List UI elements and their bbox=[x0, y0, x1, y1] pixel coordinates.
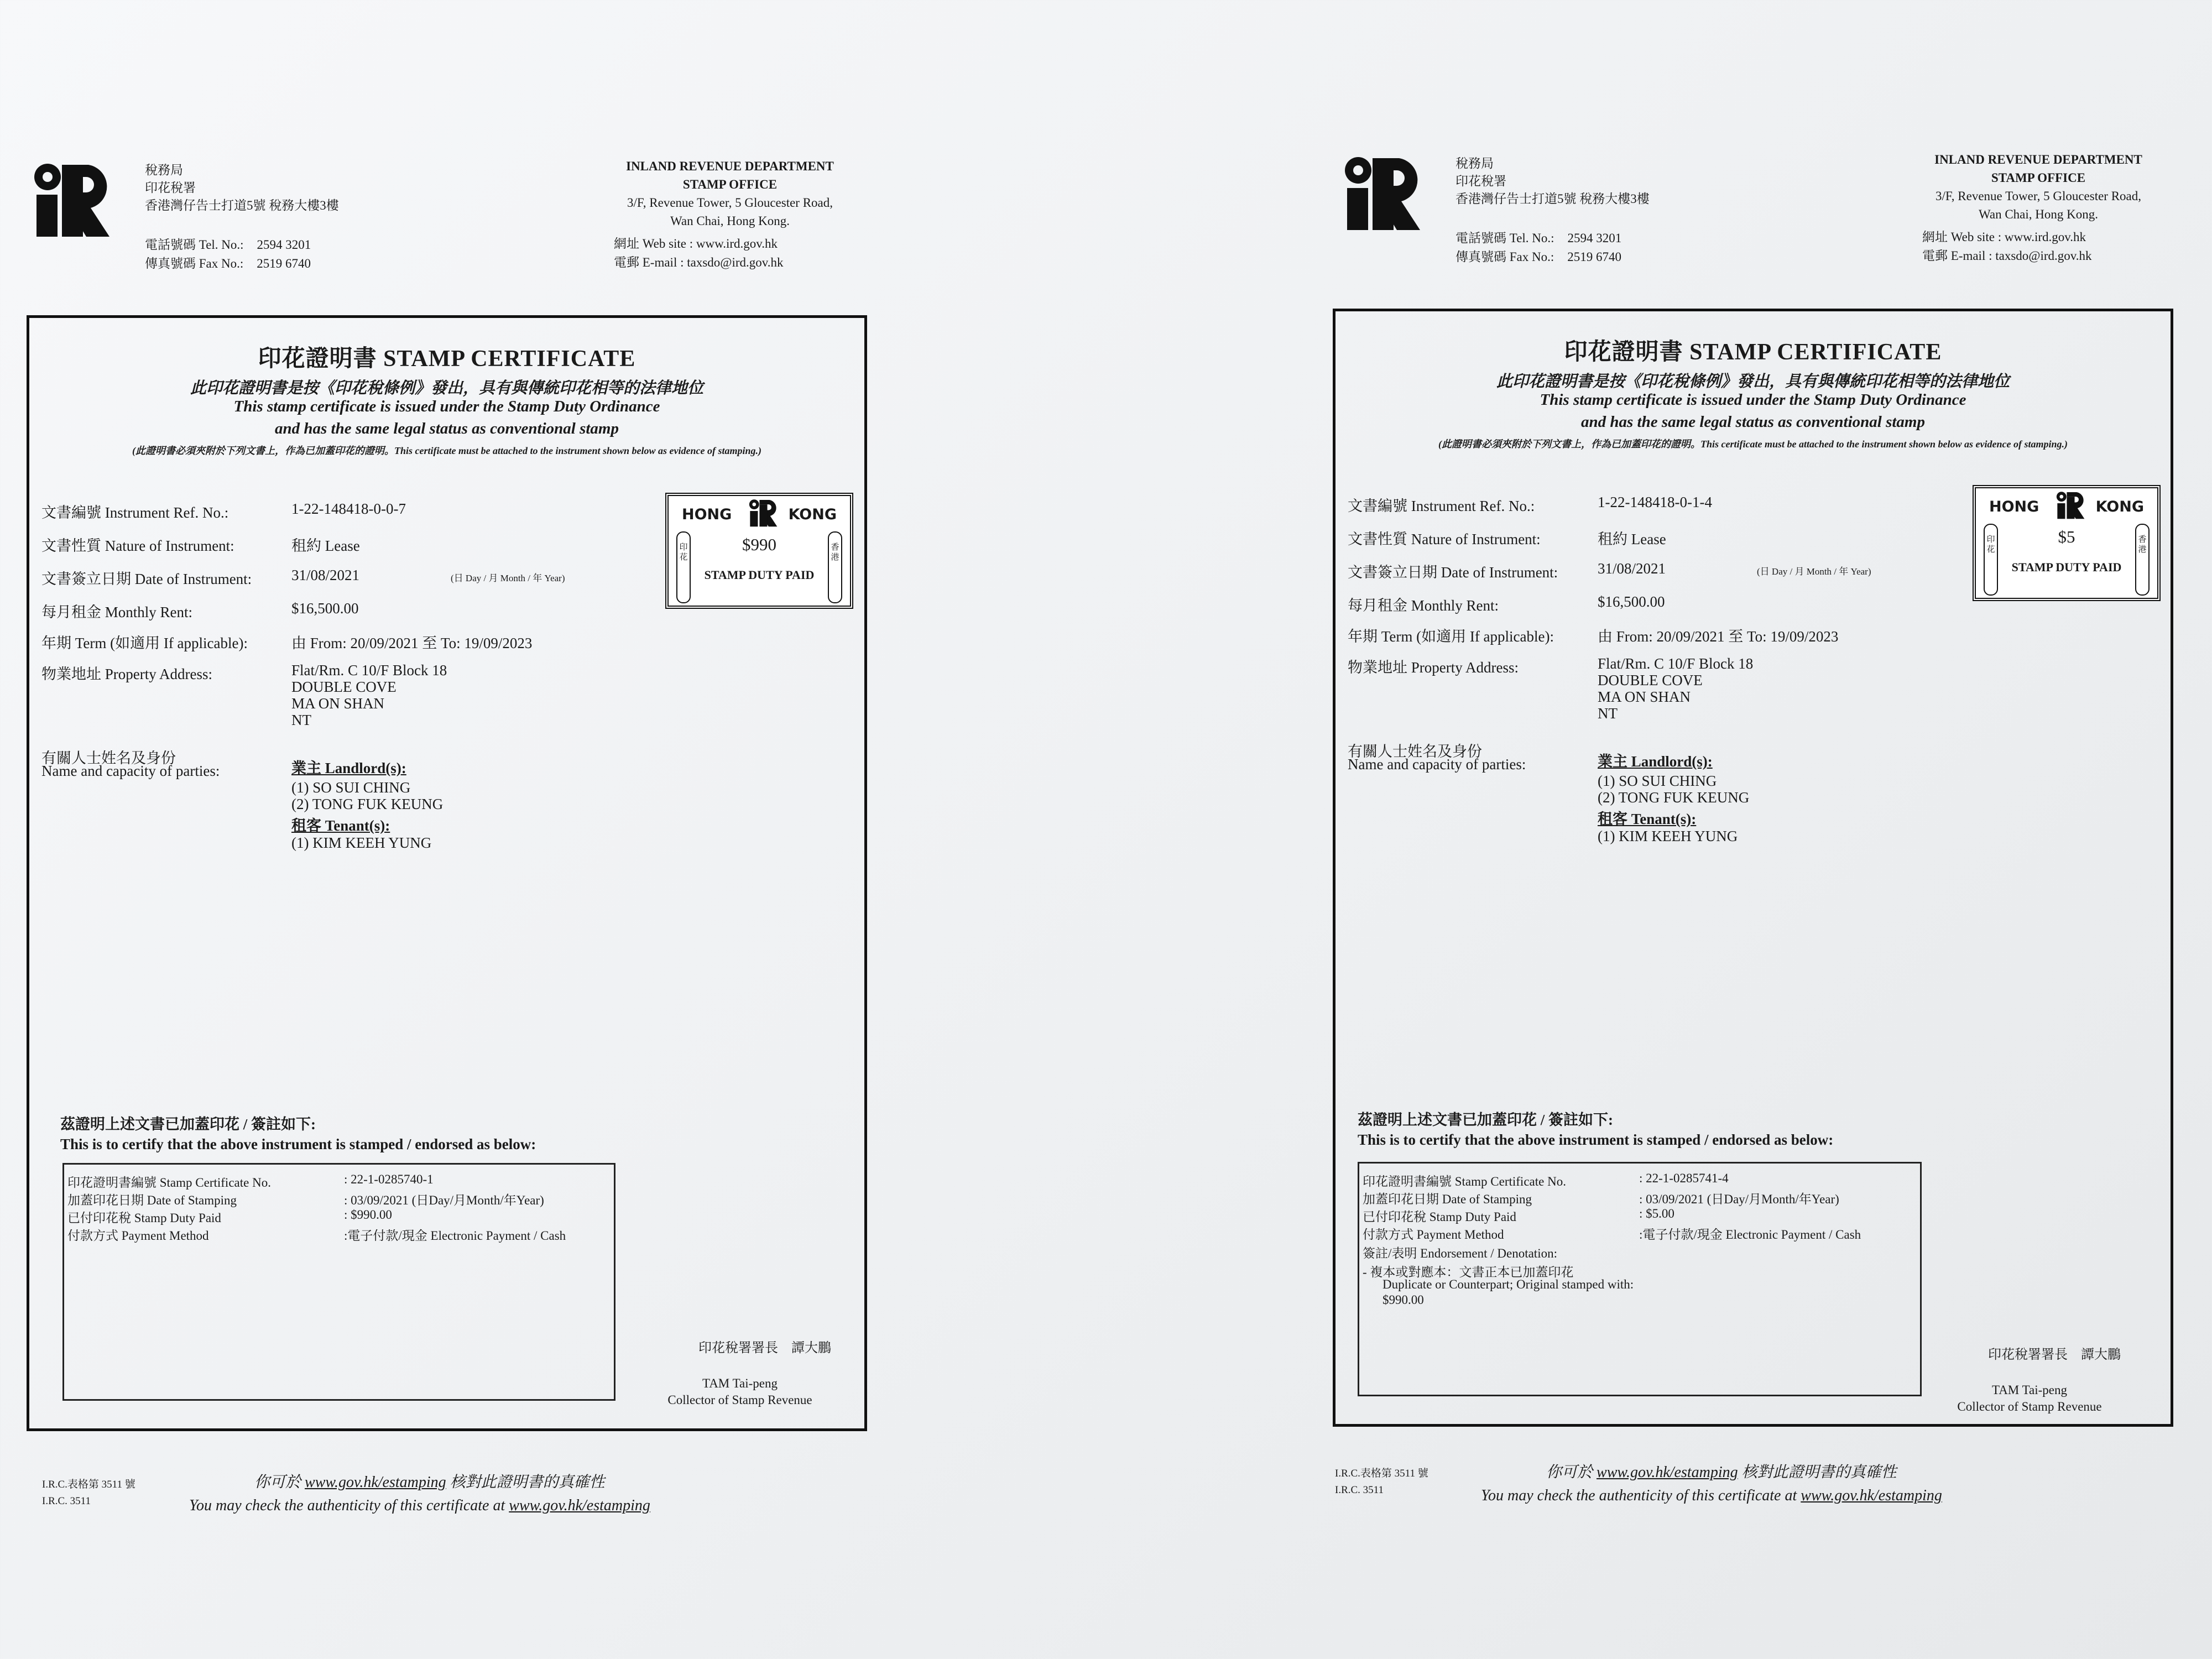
header-web bbox=[614, 234, 784, 272]
address-line: NT bbox=[291, 712, 311, 728]
tel-label: 電話號碼 Tel. No.: bbox=[145, 238, 244, 252]
date-stamping-label: 加蓋印花日期 Date of Stamping bbox=[1363, 1192, 1532, 1206]
stamp-side-right: 香港 bbox=[2135, 524, 2150, 596]
stamp-duty-paid-label: STAMP DUTY PAID bbox=[2011, 560, 2122, 574]
payment-value: :電子付款/現金 Electronic Payment / Cash bbox=[1639, 1228, 1861, 1241]
ref-value: 1-22-148418-0-0-7 bbox=[291, 500, 406, 517]
zh-org-line: 印花稅署 bbox=[1455, 174, 1506, 188]
header-zh-org bbox=[145, 161, 339, 215]
website[interactable]: 網址 Web site : www.ird.gov.hk bbox=[1922, 230, 2086, 244]
left-certificate-page bbox=[0, 0, 1051, 1659]
address-line: Wan Chai, Hong Kong. bbox=[670, 214, 790, 228]
estamping-link[interactable]: www.gov.hk/estamping bbox=[305, 1474, 446, 1491]
cert-no-label: 印花證明書編號 Stamp Certificate No. bbox=[1363, 1175, 1566, 1188]
duty-paid-row bbox=[1363, 1207, 1674, 1225]
stamp-amount: $990 bbox=[742, 535, 776, 554]
payment-row bbox=[67, 1225, 566, 1244]
header-contact bbox=[1455, 229, 1621, 267]
attach-note: (此證明書必須夾附於下列文書上，作為已加蓋印花的證明。This certificate must be attached to the instrument shown below as evidence of stamping.) bbox=[1438, 439, 2068, 450]
stamp-hong: HONG bbox=[682, 506, 732, 523]
parties-label-zh: 有關人士姓名及身份 bbox=[41, 750, 176, 766]
collector-name: TAM Tai-peng bbox=[702, 1376, 778, 1390]
collector-name: TAM Tai-peng bbox=[1991, 1383, 2067, 1397]
ref-label: 文書編號 Instrument Ref. No.: bbox=[1348, 498, 1535, 514]
date-value: 31/08/2021 bbox=[1598, 560, 1666, 577]
attach-note: (此證明書必須夾附於下列文書上，作為已加蓋印花的證明。This certificate must be attached to the instrument shown below as evidence of stamping.) bbox=[132, 445, 761, 456]
nature-label: 文書性質 Nature of Instrument: bbox=[1348, 531, 1541, 547]
date-format: (日 Day / 月 Month / 年 Year) bbox=[1757, 566, 1871, 577]
term-value: 由 From: 20/09/2021 至 To: 19/09/2023 bbox=[1598, 628, 1839, 645]
tenant-name: (1) KIM KEEH YUNG bbox=[291, 834, 432, 851]
stamp-duty-paid-stamp bbox=[665, 493, 853, 609]
stamping-details-box bbox=[1358, 1162, 1922, 1396]
address-line: Flat/Rm. C 10/F Block 18 bbox=[291, 662, 447, 679]
ird-mini-logo-icon bbox=[2052, 491, 2088, 519]
collector-zh: 印花稅署署長 譚大鵬 bbox=[698, 1341, 831, 1355]
address-line: MA ON SHAN bbox=[1598, 688, 1691, 705]
cert-no-row bbox=[1363, 1171, 1729, 1190]
fax-label: 傳真號碼 Fax No.: bbox=[145, 257, 244, 270]
date-label: 文書簽立日期 Date of Instrument: bbox=[41, 571, 252, 587]
cert-no-value: : 22-1-0285740-1 bbox=[344, 1172, 434, 1186]
duty-paid-label: 已付印花稅 Stamp Duty Paid bbox=[67, 1211, 221, 1225]
cert-no-label: 印花證明書編號 Stamp Certificate No. bbox=[67, 1176, 271, 1190]
office-name: STAMP OFFICE bbox=[682, 178, 778, 191]
collector-signature bbox=[649, 1340, 831, 1408]
address-label: 物業地址 Property Address: bbox=[1348, 659, 1519, 676]
header-contact bbox=[145, 236, 311, 273]
form-number bbox=[42, 1477, 135, 1510]
date-stamping-row bbox=[1363, 1189, 1839, 1207]
date-stamping-row bbox=[67, 1190, 544, 1208]
certificate-title: 印花證明書 STAMP CERTIFICATE bbox=[1564, 340, 1942, 365]
header-zh-org bbox=[1455, 155, 1650, 208]
date-stamping-value: : 03/09/2021 (日Day/月Month/年Year) bbox=[1639, 1192, 1839, 1206]
subtitle-zh: 此印花證明書是按《印花稅條例》發出，具有與傳統印花相等的法律地位 bbox=[190, 379, 703, 397]
certify-zh: 茲證明上述文書已加蓋印花 / 簽註如下: bbox=[1358, 1112, 1613, 1128]
parties-label-en: Name and capacity of parties: bbox=[41, 763, 220, 779]
date-value: 31/08/2021 bbox=[291, 567, 360, 583]
landlord-name: (2) TONG FUK KEUNG bbox=[1598, 789, 1750, 806]
check-zh-pre: 你可於 bbox=[1546, 1464, 1593, 1481]
stamp-side-left: 印花 bbox=[676, 531, 691, 603]
fax-number: 2519 6740 bbox=[1567, 250, 1621, 264]
ird-logo bbox=[29, 160, 112, 238]
office-name: STAMP OFFICE bbox=[1991, 171, 2086, 185]
tenant-label: 租客 Tenant(s): bbox=[1598, 811, 1697, 827]
fax-label: 傳真號碼 Fax No.: bbox=[1455, 250, 1554, 264]
date-format: (日 Day / 月 Month / 年 Year) bbox=[451, 573, 565, 583]
address-line: 3/F, Revenue Tower, 5 Gloucester Road, bbox=[1935, 189, 2142, 203]
endorsement-zh: - 複本或對應本：文書正本已加蓋印花 bbox=[1363, 1265, 1574, 1279]
stamp-side-right: 香港 bbox=[828, 531, 842, 603]
address-line: Wan Chai, Hong Kong. bbox=[1979, 207, 2098, 221]
certify-en: This is to certify that the above instrument is stamped / endorsed as below: bbox=[60, 1136, 536, 1152]
check-en-pre: You may check the authenticity of this certificate at bbox=[189, 1497, 505, 1514]
term-label: 年期 Term (如適用 If applicable): bbox=[41, 635, 248, 651]
date-stamping-label: 加蓋印花日期 Date of Stamping bbox=[67, 1193, 237, 1207]
term-label: 年期 Term (如適用 If applicable): bbox=[1348, 628, 1554, 645]
check-zh-post: 核對此證明書的真確性 bbox=[450, 1474, 605, 1491]
rent-value: $16,500.00 bbox=[1598, 593, 1665, 610]
duty-paid-row bbox=[67, 1208, 392, 1226]
check-en-pre: You may check the authenticity of this certificate at bbox=[1481, 1487, 1797, 1504]
address-line: NT bbox=[1598, 705, 1618, 722]
ref-value: 1-22-148418-0-1-4 bbox=[1598, 494, 1712, 510]
nature-label: 文書性質 Nature of Instrument: bbox=[41, 538, 234, 554]
rent-value: $16,500.00 bbox=[291, 600, 359, 617]
date-label: 文書簽立日期 Date of Instrument: bbox=[1348, 564, 1558, 581]
certificate-title: 印花證明書 STAMP CERTIFICATE bbox=[258, 346, 636, 372]
parties-label-en: Name and capacity of parties: bbox=[1348, 756, 1526, 773]
address-line: DOUBLE COVE bbox=[1598, 672, 1703, 688]
tenant-label: 租客 Tenant(s): bbox=[291, 817, 390, 834]
certify-statement bbox=[60, 1114, 536, 1154]
landlord-name: (2) TONG FUK KEUNG bbox=[291, 796, 444, 812]
stamp-amount: $5 bbox=[2058, 527, 2075, 546]
authenticity-note bbox=[1481, 1461, 1942, 1507]
certify-statement bbox=[1358, 1110, 1833, 1150]
right-certificate-page bbox=[1311, 0, 2212, 1659]
address-line: 3/F, Revenue Tower, 5 Gloucester Road, bbox=[627, 196, 833, 210]
date-stamping-value: : 03/09/2021 (日Day/月Month/年Year) bbox=[344, 1193, 544, 1207]
collector-signature bbox=[1938, 1347, 2121, 1415]
check-zh-post: 核對此證明書的真確性 bbox=[1741, 1464, 1897, 1481]
stamp-duty-paid-stamp bbox=[1973, 485, 2161, 601]
term-value: 由 From: 20/09/2021 至 To: 19/09/2023 bbox=[291, 635, 533, 651]
zh-org-line: 稅務局 bbox=[1455, 156, 1494, 170]
ird-mini-logo-icon bbox=[745, 498, 780, 527]
duty-paid-value: : $990.00 bbox=[344, 1208, 392, 1222]
certificate-frame bbox=[1333, 309, 2173, 1427]
form-number-en: I.R.C. 3511 bbox=[42, 1495, 91, 1507]
email[interactable]: 電郵 E-mail : taxsdo@ird.gov.hk bbox=[614, 255, 784, 269]
landlord-name: (1) SO SUI CHING bbox=[291, 779, 411, 796]
payment-label: 付款方式 Payment Method bbox=[67, 1229, 209, 1243]
header-web bbox=[1922, 228, 2092, 265]
stamp-duty-paid-label: STAMP DUTY PAID bbox=[704, 568, 815, 582]
authenticity-note bbox=[189, 1471, 650, 1517]
rent-label: 每月租金 Monthly Rent: bbox=[1348, 597, 1499, 614]
stamp-kong: KONG bbox=[2095, 498, 2144, 515]
form-number-zh: I.R.C.表格第 3511 號 bbox=[1335, 1468, 1428, 1479]
parties-label-zh: 有關人士姓名及身份 bbox=[1348, 743, 1482, 760]
fax-number: 2519 6740 bbox=[257, 257, 311, 270]
check-zh-pre: 你可於 bbox=[254, 1474, 301, 1491]
cert-no-row bbox=[67, 1172, 434, 1191]
dept-name: INLAND REVENUE DEPARTMENT bbox=[1934, 153, 2142, 166]
collector-title: Collector of Stamp Revenue bbox=[1957, 1400, 2102, 1413]
duty-paid-label: 已付印花稅 Stamp Duty Paid bbox=[1363, 1210, 1516, 1224]
address-line: DOUBLE COVE bbox=[291, 679, 397, 695]
estamping-link[interactable]: www.gov.hk/estamping bbox=[1597, 1464, 1738, 1481]
email[interactable]: 電郵 E-mail : taxsdo@ird.gov.hk bbox=[1922, 249, 2092, 263]
subtitle-zh: 此印花證明書是按《印花稅條例》發出，具有與傳統印花相等的法律地位 bbox=[1496, 373, 2010, 390]
landlord-label: 業主 Landlord(s): bbox=[291, 760, 406, 776]
stamp-side-left: 印花 bbox=[1984, 524, 1998, 596]
dept-name: INLAND REVENUE DEPARTMENT bbox=[626, 159, 834, 173]
endorsement-en: Duplicate or Counterpart; Original stamped with: bbox=[1383, 1277, 1634, 1291]
stamp-hong: HONG bbox=[1989, 498, 2039, 515]
payment-label: 付款方式 Payment Method bbox=[1363, 1228, 1504, 1241]
zh-org-line: 香港灣仔告士打道5號 稅務大樓3樓 bbox=[1455, 192, 1650, 206]
subtitle-en: and has the same legal status as conventional stamp bbox=[1581, 413, 1925, 431]
payment-value: :電子付款/現金 Electronic Payment / Cash bbox=[344, 1229, 566, 1243]
tel-label: 電話號碼 Tel. No.: bbox=[1455, 231, 1554, 245]
zh-org-line: 稅務局 bbox=[145, 163, 183, 177]
endorsement-amount: $990.00 bbox=[1383, 1293, 1424, 1307]
rent-label: 每月租金 Monthly Rent: bbox=[41, 604, 193, 620]
stamp-kong: KONG bbox=[788, 506, 837, 523]
address-line: MA ON SHAN bbox=[291, 695, 385, 712]
subtitle-en: and has the same legal status as conventional stamp bbox=[275, 420, 619, 437]
tenant-name: (1) KIM KEEH YUNG bbox=[1598, 828, 1738, 844]
cert-no-value: : 22-1-0285741-4 bbox=[1639, 1171, 1729, 1185]
form-number-zh: I.R.C.表格第 3511 號 bbox=[42, 1479, 135, 1490]
estamping-link[interactable]: www.gov.hk/estamping bbox=[509, 1497, 650, 1514]
ref-label: 文書編號 Instrument Ref. No.: bbox=[41, 504, 229, 521]
estamping-link[interactable]: www.gov.hk/estamping bbox=[1801, 1487, 1942, 1504]
landlord-label: 業主 Landlord(s): bbox=[1598, 753, 1713, 770]
subtitle-en: This stamp certificate is issued under the Stamp Duty Ordinance bbox=[1540, 391, 1966, 409]
website[interactable]: 網址 Web site : www.ird.gov.hk bbox=[614, 237, 778, 251]
certify-en: This is to certify that the above instrument is stamped / endorsed as below: bbox=[1358, 1131, 1834, 1148]
certify-zh: 茲證明上述文書已加蓋印花 / 簽註如下: bbox=[60, 1116, 316, 1133]
header-en-org bbox=[597, 157, 863, 230]
duty-paid-value: : $5.00 bbox=[1639, 1207, 1674, 1220]
landlord-name: (1) SO SUI CHING bbox=[1598, 773, 1717, 789]
endorsement-label: 簽註/表明 Endorsement / Denotation: bbox=[1363, 1246, 1557, 1260]
collector-zh: 印花稅署署長 譚大鵬 bbox=[1988, 1348, 2121, 1362]
form-number bbox=[1335, 1465, 1428, 1499]
tel-number: 2594 3201 bbox=[1567, 231, 1622, 245]
address-line: Flat/Rm. C 10/F Block 18 bbox=[1598, 655, 1754, 672]
stamping-details-box bbox=[62, 1163, 615, 1401]
subtitle-en: This stamp certificate is issued under the Stamp Duty Ordinance bbox=[233, 398, 660, 415]
header-en-org bbox=[1906, 150, 2171, 223]
address-label: 物業地址 Property Address: bbox=[41, 666, 212, 682]
nature-value: 租約 Lease bbox=[1598, 531, 1666, 547]
certificate-frame bbox=[27, 315, 867, 1431]
tel-number: 2594 3201 bbox=[257, 238, 311, 252]
collector-title: Collector of Stamp Revenue bbox=[667, 1393, 812, 1407]
ird-logo bbox=[1339, 154, 1422, 231]
zh-org-line: 香港灣仔告士打道5號 稅務大樓3樓 bbox=[145, 199, 339, 212]
payment-row bbox=[1363, 1224, 1861, 1243]
nature-value: 租約 Lease bbox=[291, 538, 360, 554]
zh-org-line: 印花稅署 bbox=[145, 181, 196, 195]
form-number-en: I.R.C. 3511 bbox=[1335, 1484, 1384, 1496]
